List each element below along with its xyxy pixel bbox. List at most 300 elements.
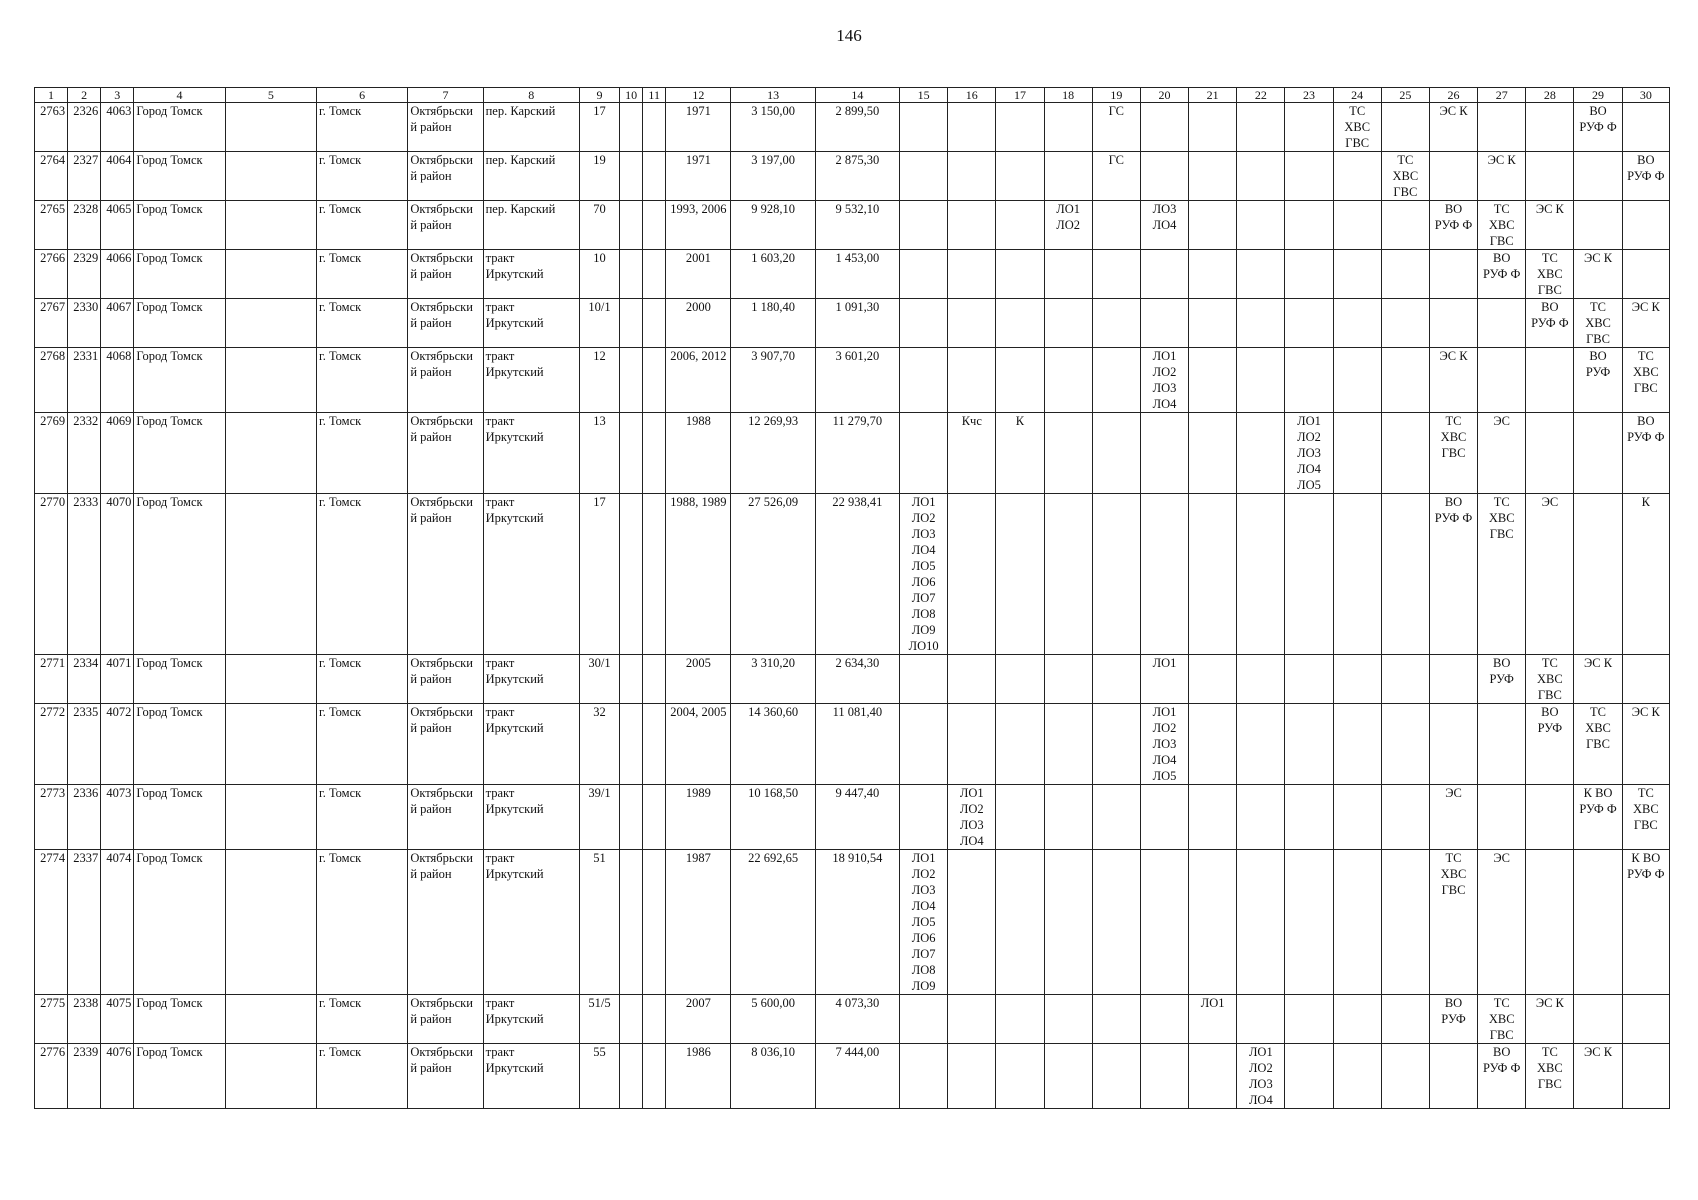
table-cell: 1 453,00: [815, 250, 899, 299]
table-cell: [1622, 103, 1669, 152]
table-cell: [900, 995, 948, 1044]
table-cell: [1574, 494, 1622, 655]
table-cell: г. Томск: [316, 201, 407, 250]
table-cell: 2327: [68, 152, 101, 201]
table-cell: ГС: [1092, 103, 1140, 152]
table-cell: 4076: [101, 1044, 134, 1109]
table-cell: [948, 704, 996, 785]
table-cell: 22 692,65: [731, 850, 815, 995]
table-cell: 2007: [666, 995, 731, 1044]
table-cell: ТС ХВС ГВС: [1526, 1044, 1574, 1109]
table-cell: 2338: [68, 995, 101, 1044]
table-cell: [1381, 348, 1429, 413]
table-cell: [1622, 655, 1669, 704]
table-cell: [620, 704, 643, 785]
table-cell: [620, 850, 643, 995]
table-cell: 2767: [35, 299, 68, 348]
table-row: [35, 299, 1670, 348]
table-cell: [1237, 494, 1285, 655]
table-row: [35, 413, 1670, 494]
table-cell: [643, 250, 666, 299]
table-cell: [1333, 201, 1381, 250]
table-cell: [643, 348, 666, 413]
table-cell: [1140, 152, 1188, 201]
column-header: 6: [316, 88, 407, 103]
table-cell: ВО РУФ: [1574, 348, 1622, 413]
table-cell: 10: [579, 250, 619, 299]
table-cell: г. Томск: [316, 995, 407, 1044]
table-row: [35, 995, 1670, 1044]
table-cell: 2766: [35, 250, 68, 299]
column-header: 12: [666, 88, 731, 103]
table-cell: 3 197,00: [731, 152, 815, 201]
table-cell: [1381, 413, 1429, 494]
table-cell: [1044, 655, 1092, 704]
table-cell: тракт Иркутский: [483, 655, 579, 704]
table-cell: ВО РУФ: [1478, 655, 1526, 704]
table-cell: Город Томск: [134, 655, 225, 704]
table-cell: [225, 413, 316, 494]
table-cell: 1988: [666, 413, 731, 494]
table-cell: [1237, 995, 1285, 1044]
table-cell: [620, 250, 643, 299]
table-cell: ЛО1 ЛО2 ЛО3 ЛО4 ЛО5 ЛО6 ЛО7 ЛО8 ЛО9: [900, 850, 948, 995]
table-cell: [1140, 1044, 1188, 1109]
table-cell: [996, 299, 1044, 348]
table-cell: Город Томск: [134, 413, 225, 494]
table-cell: ТС ХВС ГВС: [1574, 704, 1622, 785]
table-cell: 4065: [101, 201, 134, 250]
table-cell: тракт Иркутский: [483, 348, 579, 413]
table-cell: тракт Иркутский: [483, 494, 579, 655]
table-cell: [1189, 299, 1237, 348]
table-cell: 27 526,09: [731, 494, 815, 655]
table-cell: ЛО1 ЛО2 ЛО3 ЛО4: [1140, 348, 1188, 413]
table-cell: [225, 785, 316, 850]
table-cell: [1381, 655, 1429, 704]
table-cell: [1092, 201, 1140, 250]
table-cell: К ВО РУФ Ф: [1622, 850, 1669, 995]
table-cell: ЭС: [1478, 850, 1526, 995]
table-cell: [1381, 494, 1429, 655]
column-header-row: [35, 88, 1670, 103]
table-cell: 2330: [68, 299, 101, 348]
table-cell: [1189, 785, 1237, 850]
table-cell: [643, 201, 666, 250]
table-row: [35, 494, 1670, 655]
table-cell: [900, 201, 948, 250]
table-cell: [1478, 785, 1526, 850]
table-cell: [1285, 103, 1333, 152]
table-cell: [1333, 152, 1381, 201]
table-cell: Октябрьски й район: [408, 201, 483, 250]
table-cell: [996, 1044, 1044, 1109]
table-cell: ЛО1 ЛО2 ЛО3 ЛО4: [948, 785, 996, 850]
table-cell: 12: [579, 348, 619, 413]
table-cell: г. Томск: [316, 1044, 407, 1109]
table-cell: 2336: [68, 785, 101, 850]
table-cell: [1189, 850, 1237, 995]
table-cell: [1237, 413, 1285, 494]
table-cell: [1622, 201, 1669, 250]
table-cell: [1044, 785, 1092, 850]
table-cell: ЭС К: [1478, 152, 1526, 201]
table-cell: [620, 103, 643, 152]
table-cell: [1044, 348, 1092, 413]
table-cell: [1285, 995, 1333, 1044]
table-row: [35, 201, 1670, 250]
table-cell: [1189, 103, 1237, 152]
table-cell: 4066: [101, 250, 134, 299]
table-cell: тракт Иркутский: [483, 413, 579, 494]
table-cell: Октябрьски й район: [408, 299, 483, 348]
table-cell: 14 360,60: [731, 704, 815, 785]
table-cell: 4067: [101, 299, 134, 348]
table-cell: 9 447,40: [815, 785, 899, 850]
column-header: 23: [1285, 88, 1333, 103]
table-cell: [225, 299, 316, 348]
table-cell: 2770: [35, 494, 68, 655]
table-cell: ТС ХВС ГВС: [1429, 413, 1477, 494]
table-cell: Город Томск: [134, 494, 225, 655]
column-header: 5: [225, 88, 316, 103]
table-cell: [1478, 103, 1526, 152]
table-cell: [225, 103, 316, 152]
table-cell: 2763: [35, 103, 68, 152]
table-cell: [1333, 413, 1381, 494]
table-cell: ВО РУФ: [1429, 995, 1477, 1044]
table-cell: [900, 413, 948, 494]
table-cell: ЭС: [1478, 413, 1526, 494]
table-cell: [1285, 655, 1333, 704]
table-cell: [643, 850, 666, 995]
column-header: 15: [900, 88, 948, 103]
table-cell: ЛО3 ЛО4: [1140, 201, 1188, 250]
table-cell: [1237, 704, 1285, 785]
table-cell: [225, 655, 316, 704]
table-cell: 4074: [101, 850, 134, 995]
table-cell: [1237, 152, 1285, 201]
table-cell: [1526, 103, 1574, 152]
table-row: [35, 850, 1670, 995]
table-cell: 1 091,30: [815, 299, 899, 348]
table-cell: 2337: [68, 850, 101, 995]
table-cell: [1189, 413, 1237, 494]
table-cell: ГС: [1092, 152, 1140, 201]
table-cell: ЭС К: [1574, 655, 1622, 704]
table-cell: К ВО РУФ Ф: [1574, 785, 1622, 850]
table-cell: [1092, 655, 1140, 704]
table-cell: г. Томск: [316, 704, 407, 785]
table-row: [35, 785, 1670, 850]
table-cell: пер. Карский: [483, 152, 579, 201]
table-cell: 1986: [666, 1044, 731, 1109]
table-cell: [996, 850, 1044, 995]
table-cell: [1044, 995, 1092, 1044]
table-cell: [643, 785, 666, 850]
table-cell: [948, 494, 996, 655]
table-cell: тракт Иркутский: [483, 850, 579, 995]
table-cell: Октябрьски й район: [408, 103, 483, 152]
table-cell: [1092, 299, 1140, 348]
table-cell: [948, 655, 996, 704]
table-cell: [1140, 250, 1188, 299]
table-cell: [620, 299, 643, 348]
table-cell: 19: [579, 152, 619, 201]
table-cell: [1333, 299, 1381, 348]
table-cell: Кчс: [948, 413, 996, 494]
table-cell: 2001: [666, 250, 731, 299]
table-cell: [1285, 1044, 1333, 1109]
table-cell: ТС ХВС ГВС: [1478, 201, 1526, 250]
table-cell: [643, 152, 666, 201]
table-cell: Октябрьски й район: [408, 785, 483, 850]
table-cell: г. Томск: [316, 250, 407, 299]
table-cell: тракт Иркутский: [483, 250, 579, 299]
table-cell: [225, 494, 316, 655]
table-cell: ВО РУФ Ф: [1478, 250, 1526, 299]
table-cell: [1092, 850, 1140, 995]
column-header: 10: [620, 88, 643, 103]
table-row: [35, 152, 1670, 201]
table-cell: [1285, 850, 1333, 995]
table-cell: [1574, 201, 1622, 250]
table-cell: Город Томск: [134, 201, 225, 250]
table-cell: 1993, 2006: [666, 201, 731, 250]
table-cell: [1429, 655, 1477, 704]
table-cell: тракт Иркутский: [483, 785, 579, 850]
column-header: 3: [101, 88, 134, 103]
table-cell: [1189, 348, 1237, 413]
table-cell: Октябрьски й район: [408, 413, 483, 494]
table-cell: ТС ХВС ГВС: [1478, 995, 1526, 1044]
table-cell: [1478, 704, 1526, 785]
table-cell: 1971: [666, 152, 731, 201]
table-cell: пер. Карский: [483, 103, 579, 152]
table-cell: 2769: [35, 413, 68, 494]
table-cell: Октябрьски й район: [408, 152, 483, 201]
table-cell: [948, 250, 996, 299]
table-cell: [643, 494, 666, 655]
table-cell: 2774: [35, 850, 68, 995]
table-cell: [948, 299, 996, 348]
table-cell: [996, 494, 1044, 655]
table-cell: 13: [579, 413, 619, 494]
table-cell: [1237, 103, 1285, 152]
column-header: 21: [1189, 88, 1237, 103]
table-cell: [1237, 785, 1285, 850]
table-cell: [900, 348, 948, 413]
table-cell: 2332: [68, 413, 101, 494]
table-cell: [1140, 299, 1188, 348]
table-cell: [1092, 250, 1140, 299]
table-cell: 3 907,70: [731, 348, 815, 413]
table-cell: ВО РУФ Ф: [1622, 152, 1669, 201]
table-cell: 70: [579, 201, 619, 250]
table-cell: [1478, 348, 1526, 413]
table-cell: [643, 704, 666, 785]
table-cell: [996, 995, 1044, 1044]
column-header: 25: [1381, 88, 1429, 103]
table-cell: 2333: [68, 494, 101, 655]
table-cell: [620, 494, 643, 655]
table-cell: [1092, 785, 1140, 850]
table-row: [35, 1044, 1670, 1109]
table-cell: [900, 704, 948, 785]
table-cell: [1285, 785, 1333, 850]
table-cell: [225, 704, 316, 785]
table-cell: тракт Иркутский: [483, 299, 579, 348]
table-cell: [900, 785, 948, 850]
table-cell: [225, 1044, 316, 1109]
table-cell: [620, 152, 643, 201]
table-cell: 17: [579, 103, 619, 152]
table-cell: [620, 655, 643, 704]
table-cell: 3 601,20: [815, 348, 899, 413]
table-cell: [1526, 785, 1574, 850]
table-cell: [1333, 995, 1381, 1044]
table-cell: 4 073,30: [815, 995, 899, 1044]
table-cell: 32: [579, 704, 619, 785]
table-cell: ЛО1 ЛО2 ЛО3 ЛО4 ЛО5: [1140, 704, 1188, 785]
table-cell: 2000: [666, 299, 731, 348]
table-cell: 7 444,00: [815, 1044, 899, 1109]
table-cell: [948, 201, 996, 250]
table-cell: [1189, 250, 1237, 299]
table-cell: 4070: [101, 494, 134, 655]
table-cell: [1381, 299, 1429, 348]
table-cell: [1429, 250, 1477, 299]
table-cell: [620, 1044, 643, 1109]
table-cell: ЭС К: [1574, 250, 1622, 299]
table-cell: 12 269,93: [731, 413, 815, 494]
table-cell: [1044, 299, 1092, 348]
table-cell: [1237, 348, 1285, 413]
table-cell: ЛО1: [1140, 655, 1188, 704]
table-cell: [1044, 1044, 1092, 1109]
table-cell: [996, 704, 1044, 785]
table-cell: [900, 152, 948, 201]
table-cell: [1237, 299, 1285, 348]
table-cell: [1478, 299, 1526, 348]
table-cell: [620, 785, 643, 850]
table-cell: ЭС: [1429, 785, 1477, 850]
table-cell: [1333, 348, 1381, 413]
table-cell: 2335: [68, 704, 101, 785]
table-cell: ВО РУФ Ф: [1429, 494, 1477, 655]
table-cell: ЛО1: [1189, 995, 1237, 1044]
table-cell: [1526, 348, 1574, 413]
table-cell: 30/1: [579, 655, 619, 704]
table-cell: 4069: [101, 413, 134, 494]
table-row: [35, 704, 1670, 785]
table-cell: 5 600,00: [731, 995, 815, 1044]
table-cell: 2 634,30: [815, 655, 899, 704]
table-cell: [1381, 201, 1429, 250]
table-cell: [996, 348, 1044, 413]
column-header: 20: [1140, 88, 1188, 103]
table-cell: ВО РУФ Ф: [1574, 103, 1622, 152]
table-cell: [1237, 201, 1285, 250]
table-cell: ВО РУФ Ф: [1622, 413, 1669, 494]
table-cell: [996, 655, 1044, 704]
table-cell: [1429, 152, 1477, 201]
table-cell: 2329: [68, 250, 101, 299]
table-cell: [643, 655, 666, 704]
table-cell: 4071: [101, 655, 134, 704]
column-header: 7: [408, 88, 483, 103]
table-cell: 4064: [101, 152, 134, 201]
table-cell: [1140, 995, 1188, 1044]
table-cell: [1044, 413, 1092, 494]
table-cell: [1381, 1044, 1429, 1109]
table-cell: Город Томск: [134, 850, 225, 995]
table-cell: Октябрьски й район: [408, 995, 483, 1044]
table-cell: Город Томск: [134, 348, 225, 413]
table-cell: 2328: [68, 201, 101, 250]
table-cell: [996, 785, 1044, 850]
table-cell: [1140, 494, 1188, 655]
table-cell: Город Томск: [134, 995, 225, 1044]
table-cell: Город Томск: [134, 704, 225, 785]
table-cell: [1381, 250, 1429, 299]
table-cell: [620, 201, 643, 250]
table-cell: [1237, 850, 1285, 995]
table-cell: тракт Иркутский: [483, 704, 579, 785]
table-cell: г. Томск: [316, 348, 407, 413]
table-cell: [1333, 494, 1381, 655]
table-cell: [900, 1044, 948, 1109]
table-cell: К: [1622, 494, 1669, 655]
table-cell: [225, 250, 316, 299]
table-cell: г. Томск: [316, 850, 407, 995]
table-cell: 1 603,20: [731, 250, 815, 299]
table-cell: 2775: [35, 995, 68, 1044]
table-cell: [948, 1044, 996, 1109]
table-cell: [1189, 1044, 1237, 1109]
table-cell: 2776: [35, 1044, 68, 1109]
table-cell: 2764: [35, 152, 68, 201]
table-cell: [1574, 152, 1622, 201]
table-cell: [225, 850, 316, 995]
table-cell: 39/1: [579, 785, 619, 850]
column-header: 1: [35, 88, 68, 103]
table-cell: [1285, 704, 1333, 785]
table-cell: [620, 348, 643, 413]
table-cell: [225, 348, 316, 413]
column-header: 22: [1237, 88, 1285, 103]
table-cell: [643, 299, 666, 348]
table-cell: [1285, 250, 1333, 299]
table-cell: 1 180,40: [731, 299, 815, 348]
table-cell: 9 928,10: [731, 201, 815, 250]
table-cell: ЛО1 ЛО2 ЛО3 ЛО4: [1237, 1044, 1285, 1109]
table-row: [35, 250, 1670, 299]
table-cell: 2334: [68, 655, 101, 704]
table-cell: [1285, 348, 1333, 413]
table-cell: 10 168,50: [731, 785, 815, 850]
table-cell: Город Томск: [134, 1044, 225, 1109]
table-cell: [1333, 850, 1381, 995]
table-cell: 2 899,50: [815, 103, 899, 152]
table-cell: ТС ХВС ГВС: [1622, 785, 1669, 850]
table-cell: 2005: [666, 655, 731, 704]
table-cell: 55: [579, 1044, 619, 1109]
table-cell: [1333, 704, 1381, 785]
table-cell: [1381, 103, 1429, 152]
table-cell: 4068: [101, 348, 134, 413]
table-cell: [996, 201, 1044, 250]
